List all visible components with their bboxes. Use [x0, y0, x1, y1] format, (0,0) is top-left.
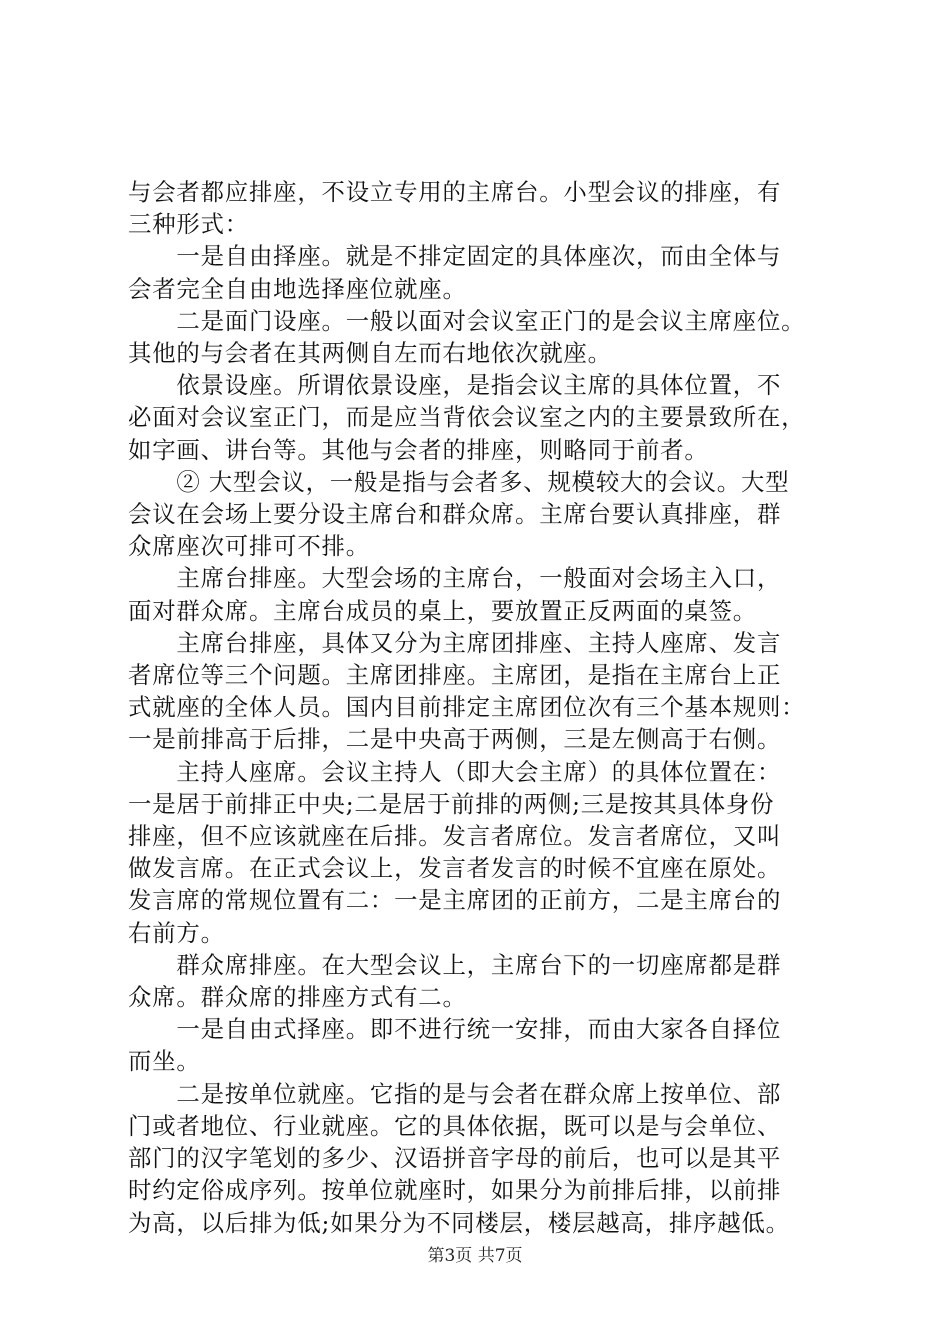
paragraph-host-seat: 主持人座席。会议主持人（即大会主席）的具体位置在： 一是居于前排正中央;二是居于前排的两侧;三是按其具体身份 排座，但不应该就座在后排。发言者席位。发言者席位，又叫 做发言席。在正式会议上，发言者发言的时候不宜座在原处。 发言席的常规位置有二：一是主席团的正前方，二是主席台的 右前方。 [128, 757, 782, 947]
paragraph-free-style: 一是自由式择座。即不进行统一安排，而由大家各自择位 而坐。 [128, 1015, 782, 1076]
paragraph-large-meeting: ② 大型会议，一般是指与会者多、规模较大的会议。大型 会议在会场上要分设主席台和群众席。主席台要认真排座，群 众席座次可排可不排。 [128, 467, 790, 561]
paragraph-audience-seating: 群众席排座。在大型会议上，主席台下的一切座席都是群 众席。群众席的排座方式有二。 [128, 950, 782, 1012]
paragraph-by-unit: 二是按单位就座。它指的是与会者在群众席上按单位、部 门或者地位、行业就座。它的具体依据，既可以是与会单位、 部门的汉字笔划的多少、汉语拼音字母的前后，也可以是其平 时约定俗成序列。按单位就座时，如果分为前排后排，以前排 为高，以后排为低;如果分为不同楼层，楼层越高，排序越低。 [128, 1079, 790, 1237]
paragraph-free-seating: 一是自由择座。就是不排定固定的具体座次，而由全体与 会者完全自由地选择座位就座。 [128, 242, 782, 303]
page-indicator: 第3页 共7页 [427, 1246, 523, 1266]
paragraph-presidium-rules: 主席台排座，具体又分为主席团排座、主持人座席、发言 者席位等三个问题。主席团排座。主席团，是指在主席台上正 式就座的全体人员。国内目前排定主席团位次有三个基本规则： 一是前排高于后排，二是中央高于两侧，三是左侧高于右侧。 [128, 628, 806, 754]
paragraph-scenery-seating: 依景设座。所谓依景设座，是指会议主席的具体位置，不 必面对会议室正门，而是应当背依会议室之内的主要景致所在， 如字画、讲台等。其他与会者的排座，则略同于前者。 [128, 371, 806, 464]
page-footer [0, 1245, 950, 1267]
body-text [128, 176, 832, 1239]
paragraph-rostrum-seating: 主席台排座。大型会场的主席台，一般面对会场主入口， 面对群众席。主席台成员的桌上，要放置正反两面的桌签。 [128, 564, 782, 625]
paragraph-facing-door: 二是面门设座。一般以面对会议室正门的是会议主席座位。 其他的与会者在其两侧自左而右地依次就座。 [128, 306, 806, 368]
paragraph-small-meeting-intro: 与会者都应排座，不设立专用的主席台。小型会议的排座，有 三种形式： [128, 178, 782, 239]
